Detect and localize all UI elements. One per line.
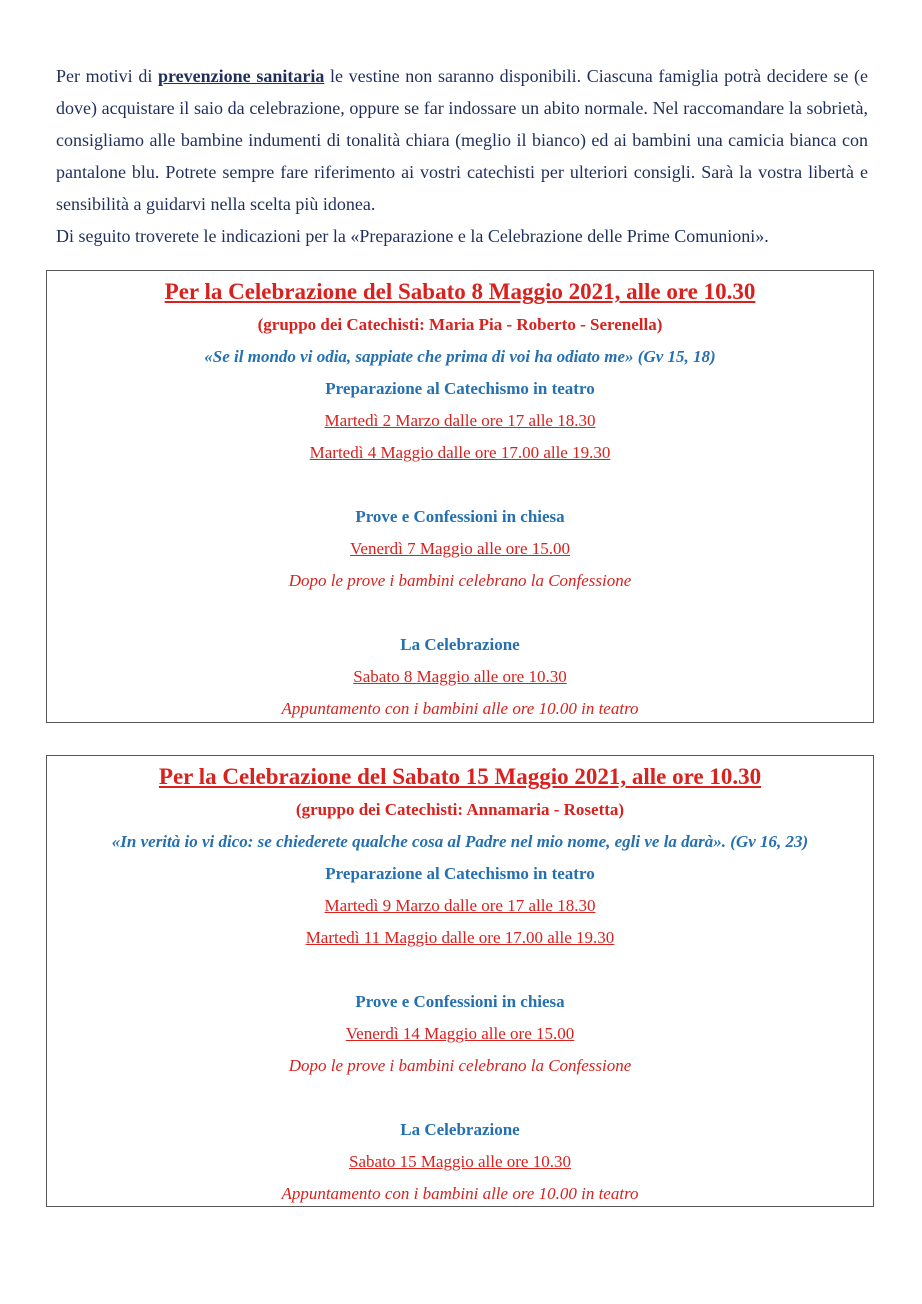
rehearsal-heading: Prove e Confessioni in chiesa [355, 992, 565, 1011]
celebration-box-2 [46, 755, 874, 1207]
celebration-note: Appuntamento con i bambini alle ore 10.00 in teatro [281, 1184, 639, 1203]
intro-text-start: Per motivi di [56, 66, 158, 86]
gospel-quote: «Se il mondo vi odia, sappiate che prima di voi ha odiato me» (Gv 15, 18) [204, 347, 716, 366]
rehearsal-note: Dopo le prove i bambini celebrano la Confessione [288, 1056, 632, 1075]
intro-emphasis: prevenzione sanitaria [158, 66, 325, 86]
intro-text-rest: le vestine non saranno disponibili. Ciascuna famiglia potrà decidere se (e dove) acquistare il saio da celebrazione, oppure se far indossare un abito normale. Nel raccomandare la sobrietà, consigliamo alle bambine indumenti di tonalità chiara (meglio il bianco) ed ai bambini una camicia bianca con pantalone blu. Potrete sempre fare riferimento ai vostri catechisti per ulteriori consigli. Sarà la vostra libertà e sensibilità a guidarvi nella scelta più idonea. [56, 66, 868, 214]
catechists-group: (gruppo dei Catechisti: Maria Pia - Roberto - Serenella) [257, 315, 663, 334]
celebration-heading: La Celebrazione [400, 1120, 520, 1139]
celebration-note: Appuntamento con i bambini alle ore 10.00 in teatro [281, 699, 639, 718]
preparation-heading: Preparazione al Catechismo in teatro [325, 864, 595, 883]
preparation-date-1: Martedì 2 Marzo dalle ore 17 alle 18.30 [324, 411, 596, 430]
intro-paragraph [56, 60, 868, 220]
preparation-date-2: Martedì 4 Maggio dalle ore 17.00 alle 19.30 [309, 443, 611, 462]
celebration-date: Sabato 15 Maggio alle ore 10.30 [349, 1152, 571, 1171]
preparation-date-1: Martedì 9 Marzo dalle ore 17 alle 18.30 [324, 896, 596, 915]
preparation-date-2: Martedì 11 Maggio dalle ore 17.00 alle 19.30 [305, 928, 615, 947]
rehearsal-heading: Prove e Confessioni in chiesa [355, 507, 565, 526]
rehearsal-date: Venerdì 7 Maggio alle ore 15.00 [350, 539, 570, 558]
gospel-quote: «In verità io vi dico: se chiederete qualche cosa al Padre nel mio nome, egli ve la darà». (Gv 16, 23) [111, 832, 809, 851]
celebration-heading: La Celebrazione [400, 635, 520, 654]
box-title: Per la Celebrazione del Sabato 15 Maggio 2021, alle ore 10.30 [158, 764, 762, 789]
rehearsal-note: Dopo le prove i bambini celebrano la Confessione [288, 571, 632, 590]
intro-text [56, 60, 868, 252]
catechists-group: (gruppo dei Catechisti: Annamaria - Rosetta) [295, 800, 625, 819]
preparation-heading: Preparazione al Catechismo in teatro [325, 379, 595, 398]
intro-followup: Di seguito troverete le indicazioni per la «Preparazione e la Celebrazione delle Prime Comunioni». [56, 226, 769, 246]
celebration-date: Sabato 8 Maggio alle ore 10.30 [353, 667, 567, 686]
box-title: Per la Celebrazione del Sabato 8 Maggio 2021, alle ore 10.30 [164, 279, 756, 304]
celebration-box-1 [46, 270, 874, 723]
rehearsal-date: Venerdì 14 Maggio alle ore 15.00 [345, 1024, 575, 1043]
